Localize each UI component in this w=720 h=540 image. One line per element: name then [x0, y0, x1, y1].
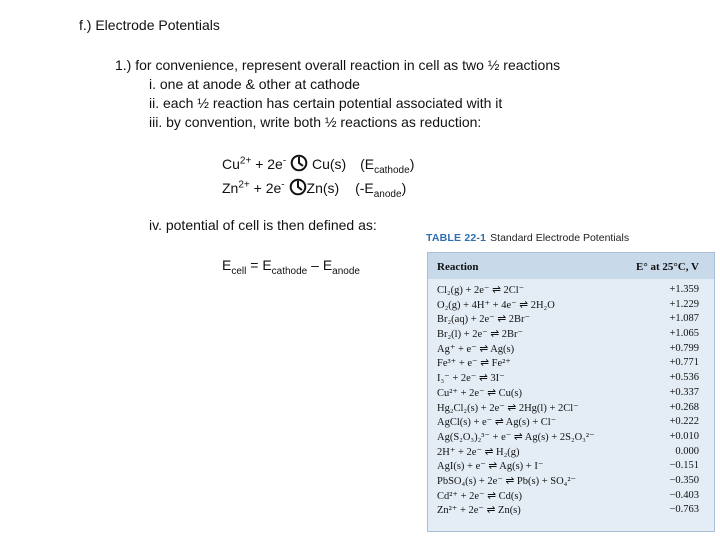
half-reaction-cathode: $Cu^{2+} + 2e^-$ Cu(s) $(E_{cathode})$ [222, 155, 415, 176]
potential-cell: −0.151 [669, 460, 699, 472]
reaction-cell: O₂(g) + 4H⁺ + 4e⁻ ⇌ 2H₂O [437, 299, 555, 311]
sub-point-iv: iv. potential of cell is then defined as: [149, 217, 377, 233]
table-row [428, 356, 714, 371]
reaction-cell: Zn²⁺ + 2e⁻ ⇌ Zn(s) [437, 505, 521, 517]
potential-cell: +1.229 [669, 298, 699, 310]
point-1: 1.) for convenience, represent overall reaction in cell as two ½ reactions [115, 57, 561, 73]
sub-point-ii: ii. each ½ reaction has certain potential associated with it [149, 95, 503, 111]
column-header-potential: E° at 25°C, V [636, 261, 699, 273]
potential-cell: +0.268 [669, 401, 699, 413]
reaction-cell: Fe³⁺ + e⁻ ⇌ Fe²⁺ [437, 358, 511, 370]
table-row [428, 459, 714, 474]
reaction-arrow-icon [290, 154, 308, 172]
reaction-cell: AgCl(s) + e⁻ ⇌ Ag(s) + Cl⁻ [437, 417, 557, 429]
reaction-cell: I₃⁻ + 2e⁻ ⇌ 3I⁻ [437, 373, 505, 385]
table-row [428, 283, 714, 298]
cell-potential-equation: $E_{cell} = E_{cathode} - E_{anode}$ [222, 257, 360, 277]
reaction-cell: 2H⁺ + 2e⁻ ⇌ H₂(g) [437, 446, 520, 458]
reaction-arrow-icon [289, 178, 307, 196]
reaction-cell: Cu²⁺ + 2e⁻ ⇌ Cu(s) [437, 387, 522, 399]
potential-cell: +0.536 [669, 372, 699, 384]
table-row [428, 430, 714, 445]
table-body [427, 252, 715, 532]
reaction-cell: Cd²⁺ + 2e⁻ ⇌ Cd(s) [437, 490, 522, 502]
table-row [428, 386, 714, 401]
reaction-cell: PbSO₄(s) + 2e⁻ ⇌ Pb(s) + SO₄²⁻ [437, 475, 577, 487]
reaction-cell: Hg₂Cl₂(s) + 2e⁻ ⇌ 2Hg(l) + 2Cl⁻ [437, 402, 579, 414]
half-reaction-anode: $Zn^{2+} + 2e^-$ Zn(s) $(-E_{anode})$ [222, 179, 407, 200]
table-row [428, 401, 714, 416]
sub-point-i: i. one at anode & other at cathode [149, 76, 360, 92]
table-row [428, 342, 714, 357]
potential-cell: +0.771 [669, 357, 699, 369]
table-row [428, 298, 714, 313]
potential-cell: 0.000 [675, 445, 699, 457]
potential-cell: +1.359 [669, 284, 699, 295]
table-row [428, 474, 714, 489]
table-label: TABLE 22-1 [426, 232, 487, 244]
potential-cell: +0.799 [669, 342, 699, 354]
potential-cell: +0.010 [669, 430, 699, 442]
table-header [428, 253, 714, 279]
table-row [428, 371, 714, 386]
potential-cell: −0.763 [669, 504, 699, 516]
reaction-cell: AgI(s) + e⁻ ⇌ Ag(s) + I⁻ [437, 461, 544, 473]
table-row [428, 503, 714, 518]
potential-cell: +0.337 [669, 386, 699, 398]
table-caption: Standard Electrode Potentials [490, 232, 630, 244]
potential-cell: +1.087 [669, 313, 699, 325]
reaction-cell: Ag⁺ + e⁻ ⇌ Ag(s) [437, 343, 515, 355]
reaction-cell: Br₂(l) + 2e⁻ ⇌ 2Br⁻ [437, 329, 524, 341]
reaction-cell: Ag(S₂O₃)₂³⁻ + e⁻ ⇌ Ag(s) + 2S₂O₃²⁻ [437, 431, 595, 443]
reaction-cell: Cl₂(g) + 2e⁻ ⇌ 2Cl⁻ [437, 285, 525, 296]
column-header-reaction: Reaction [437, 261, 479, 273]
table-row [428, 445, 714, 460]
potential-cell: +1.065 [669, 328, 699, 340]
potential-cell: −0.403 [669, 489, 699, 501]
table-row [428, 489, 714, 504]
section-heading: f.) Electrode Potentials [79, 17, 220, 33]
table-title [426, 232, 629, 244]
standard-electrode-potentials-table [426, 232, 715, 532]
potential-cell: −0.350 [669, 474, 699, 486]
table-rows [428, 283, 714, 518]
table-row [428, 327, 714, 342]
sub-point-iii: iii. by convention, write both ½ reactions as reduction: [149, 114, 482, 130]
potential-cell: +0.222 [669, 416, 699, 428]
reaction-cell: Br₂(aq) + 2e⁻ ⇌ 2Br⁻ [437, 314, 531, 326]
table-row [428, 312, 714, 327]
table-row [428, 415, 714, 430]
